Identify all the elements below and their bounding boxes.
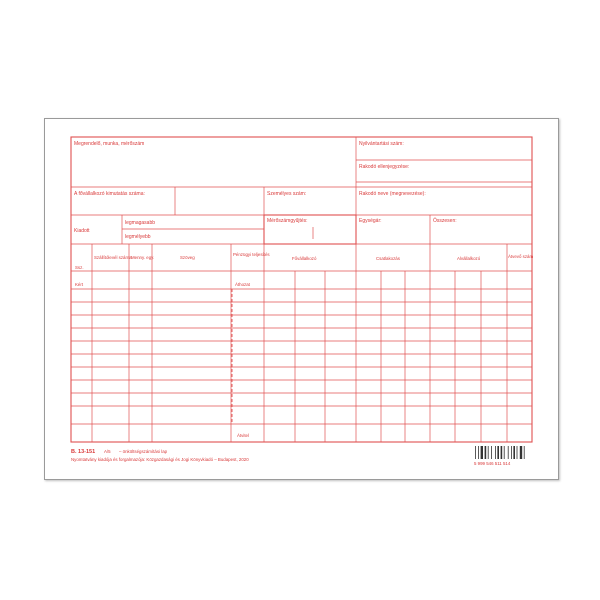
barcode-bar	[511, 446, 512, 459]
form-outer-frame	[71, 137, 532, 442]
field-megrendelo: Megrendelő, munka, mérőszám	[74, 141, 145, 147]
barcode-bar	[501, 446, 503, 459]
column-fovallalkozo: Fővállalkozó	[292, 256, 317, 261]
field-nyilvantartasi-szam: Nyilvántartási szám:	[359, 141, 404, 147]
footer-form-code: B. 13-151	[71, 449, 96, 455]
barcode	[473, 445, 532, 466]
barcode-bar	[475, 446, 476, 459]
field-kimutatas-szama: A fővállalkozó kimutatás száma:	[74, 191, 145, 197]
field-szemelyes-szam: Személyes szám:	[267, 191, 307, 197]
column-alvallalkozo: Alvállalkozó	[457, 256, 481, 261]
field-egysegar: Egységár:	[359, 218, 382, 224]
barcode-bar	[497, 446, 499, 459]
form-grid	[45, 119, 558, 479]
footer-company-line: Nyomtatvány kiadója és forgalmazója: Közgazdasági és Jogi Könyvkiadó – Budapest, 2020	[71, 457, 249, 462]
column-mennyiseg: Menny. egy.	[131, 255, 155, 260]
field-legmagasabb: legmagasabb	[125, 220, 156, 226]
barcode-bar	[517, 446, 518, 459]
barcode-bar	[524, 446, 525, 459]
field-rakodo-neve: Rakodó neve (megnevezése):	[359, 191, 426, 197]
column-ssz: Ssz.	[75, 265, 84, 270]
barcode-bar	[508, 446, 509, 459]
column-penzugyi: Pénzügyi teljesítés	[233, 252, 270, 257]
barcode-bar	[513, 446, 515, 459]
field-kiadott: Kiadott	[74, 228, 90, 234]
row-footer-total: Átvitel	[237, 433, 249, 438]
footer-form-suffix: A/5	[104, 449, 111, 454]
column-flow-szam: Átvevő szám	[508, 254, 534, 259]
column-szamla-szam: Szállítólevél száma	[94, 255, 132, 260]
field-rakodo-ellenjegyzese: Rakodó ellenjegyzése:	[359, 164, 410, 170]
column-szoveg: Szöveg	[180, 255, 195, 260]
barcode-bar	[485, 446, 487, 459]
barcode-bar	[520, 446, 522, 459]
footer-form-desc: – önköltségszámítási lap	[119, 449, 168, 454]
column-csatlakozas: Csatlakozás	[376, 256, 400, 261]
field-meroszam: Mérőszámgyűjtés:	[267, 218, 308, 224]
barcode-bar	[504, 446, 505, 459]
row-first-label: Kért	[75, 282, 84, 287]
barcode-bar	[491, 446, 492, 459]
barcode-number: 5 999 546 511 514	[474, 461, 511, 466]
field-legmelyebb: legmélyebb	[125, 234, 151, 240]
row-amount-label: Áthozat	[235, 282, 250, 287]
barcode-bar	[495, 446, 496, 459]
barcode-bar	[478, 446, 479, 459]
field-osszesen: Összesen:	[433, 218, 457, 224]
form-sheet	[44, 118, 559, 480]
barcode-bar	[481, 446, 483, 459]
barcode-bar	[488, 446, 489, 459]
